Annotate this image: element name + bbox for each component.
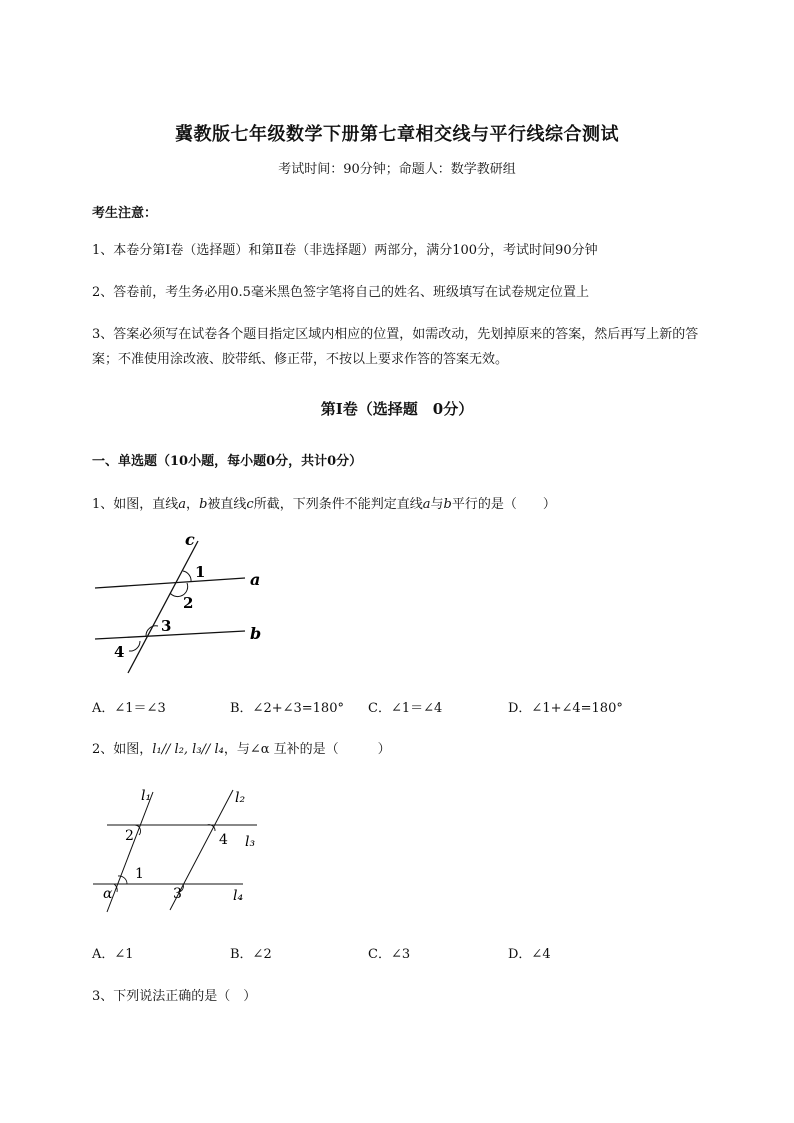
label-l2: l₂ bbox=[235, 790, 246, 806]
question-3: 3、下列说法正确的是（ ） bbox=[92, 989, 257, 1004]
angle-4-arc bbox=[129, 641, 140, 651]
q1-text: 与 bbox=[430, 497, 444, 512]
label-l4: l₄ bbox=[233, 888, 244, 904]
notice-item-1: 1、本卷分第I卷（选择题）和第Ⅱ卷（非选择题）两部分，满分100分，考试时间90分钟 bbox=[92, 243, 598, 258]
label-3: 3 bbox=[161, 617, 172, 635]
label-2: 2 bbox=[125, 828, 134, 844]
q1-text: 被直线 bbox=[207, 497, 247, 512]
question-1 bbox=[92, 493, 556, 512]
label-alpha: α bbox=[103, 886, 113, 902]
line-l1 bbox=[107, 792, 153, 912]
q1-var-a: a bbox=[422, 497, 431, 512]
q1-figure bbox=[80, 525, 280, 675]
q2-figure bbox=[85, 780, 275, 920]
q1-option-a[interactable]: A．∠1＝∠3 bbox=[92, 701, 166, 716]
q2-text: ，与∠α 互补的是（ ） bbox=[223, 742, 391, 757]
label-4: 4 bbox=[219, 832, 228, 848]
q2-option-c[interactable]: C．∠3 bbox=[368, 947, 411, 962]
q1-var-b: b bbox=[199, 497, 208, 512]
notice-item-3: 3、答案必须写在试卷各个题目指定区域内相应的位置，如需改动，先划掉原来的答案，然后再写上新的答案；不准使用涂改液、胶带纸、修正带，不按以上要求作答的答案无效。 bbox=[92, 327, 699, 367]
label-3: 3 bbox=[173, 886, 182, 902]
q1-text: 平行的是（ ） bbox=[451, 497, 556, 512]
part-heading: 一、单选题（10小题，每小题0分，共计0分） bbox=[92, 454, 363, 469]
notice-item-2: 2、答卷前，考生务必用0.5毫米黑色签字笔将自己的姓名、班级填写在试卷规定位置上 bbox=[92, 285, 589, 300]
label-4: 4 bbox=[114, 643, 125, 661]
section-title: 第I卷（选择题 0分） bbox=[320, 400, 474, 418]
q1-var-a: a bbox=[178, 497, 187, 512]
label-l3: l₃ bbox=[245, 834, 256, 850]
notice-heading: 考生注意： bbox=[92, 206, 158, 221]
line-a bbox=[95, 578, 245, 588]
q1-option-c[interactable]: C．∠1＝∠4 bbox=[368, 701, 443, 716]
label-c: c bbox=[185, 530, 195, 549]
q2-option-b[interactable]: B．∠2 bbox=[230, 947, 272, 962]
label-a: a bbox=[250, 570, 261, 589]
question-2 bbox=[92, 738, 391, 757]
q1-var-c: c bbox=[246, 497, 254, 512]
exam-subtitle: 考试时间：90分钟；命题人：数学教研组 bbox=[278, 162, 516, 177]
q1-text: ， bbox=[186, 497, 200, 512]
exam-title: 冀教版七年级数学下册第七章相交线与平行线综合测试 bbox=[175, 124, 619, 145]
q2-text: 2、如图， bbox=[92, 742, 153, 757]
q1-var-b: b bbox=[443, 497, 452, 512]
q1-option-b[interactable]: B．∠2+∠3=180° bbox=[230, 701, 344, 716]
q2-option-a[interactable]: A．∠1 bbox=[92, 947, 134, 962]
label-l1: l₁ bbox=[141, 788, 152, 804]
q1-text: 所截，下列条件不能判定直线 bbox=[253, 497, 423, 512]
q2-option-d[interactable]: D．∠4 bbox=[508, 947, 551, 962]
label-2: 2 bbox=[183, 594, 194, 612]
angle-1-arc bbox=[183, 571, 191, 582]
q2-relation: l₁// l₂, l₃// l₄ bbox=[152, 742, 224, 757]
label-b: b bbox=[250, 624, 262, 643]
label-1: 1 bbox=[135, 866, 144, 882]
q1-option-d[interactable]: D．∠1+∠4=180° bbox=[508, 701, 623, 716]
q1-text: 1、如图，直线 bbox=[92, 497, 179, 512]
label-1: 1 bbox=[195, 563, 206, 581]
